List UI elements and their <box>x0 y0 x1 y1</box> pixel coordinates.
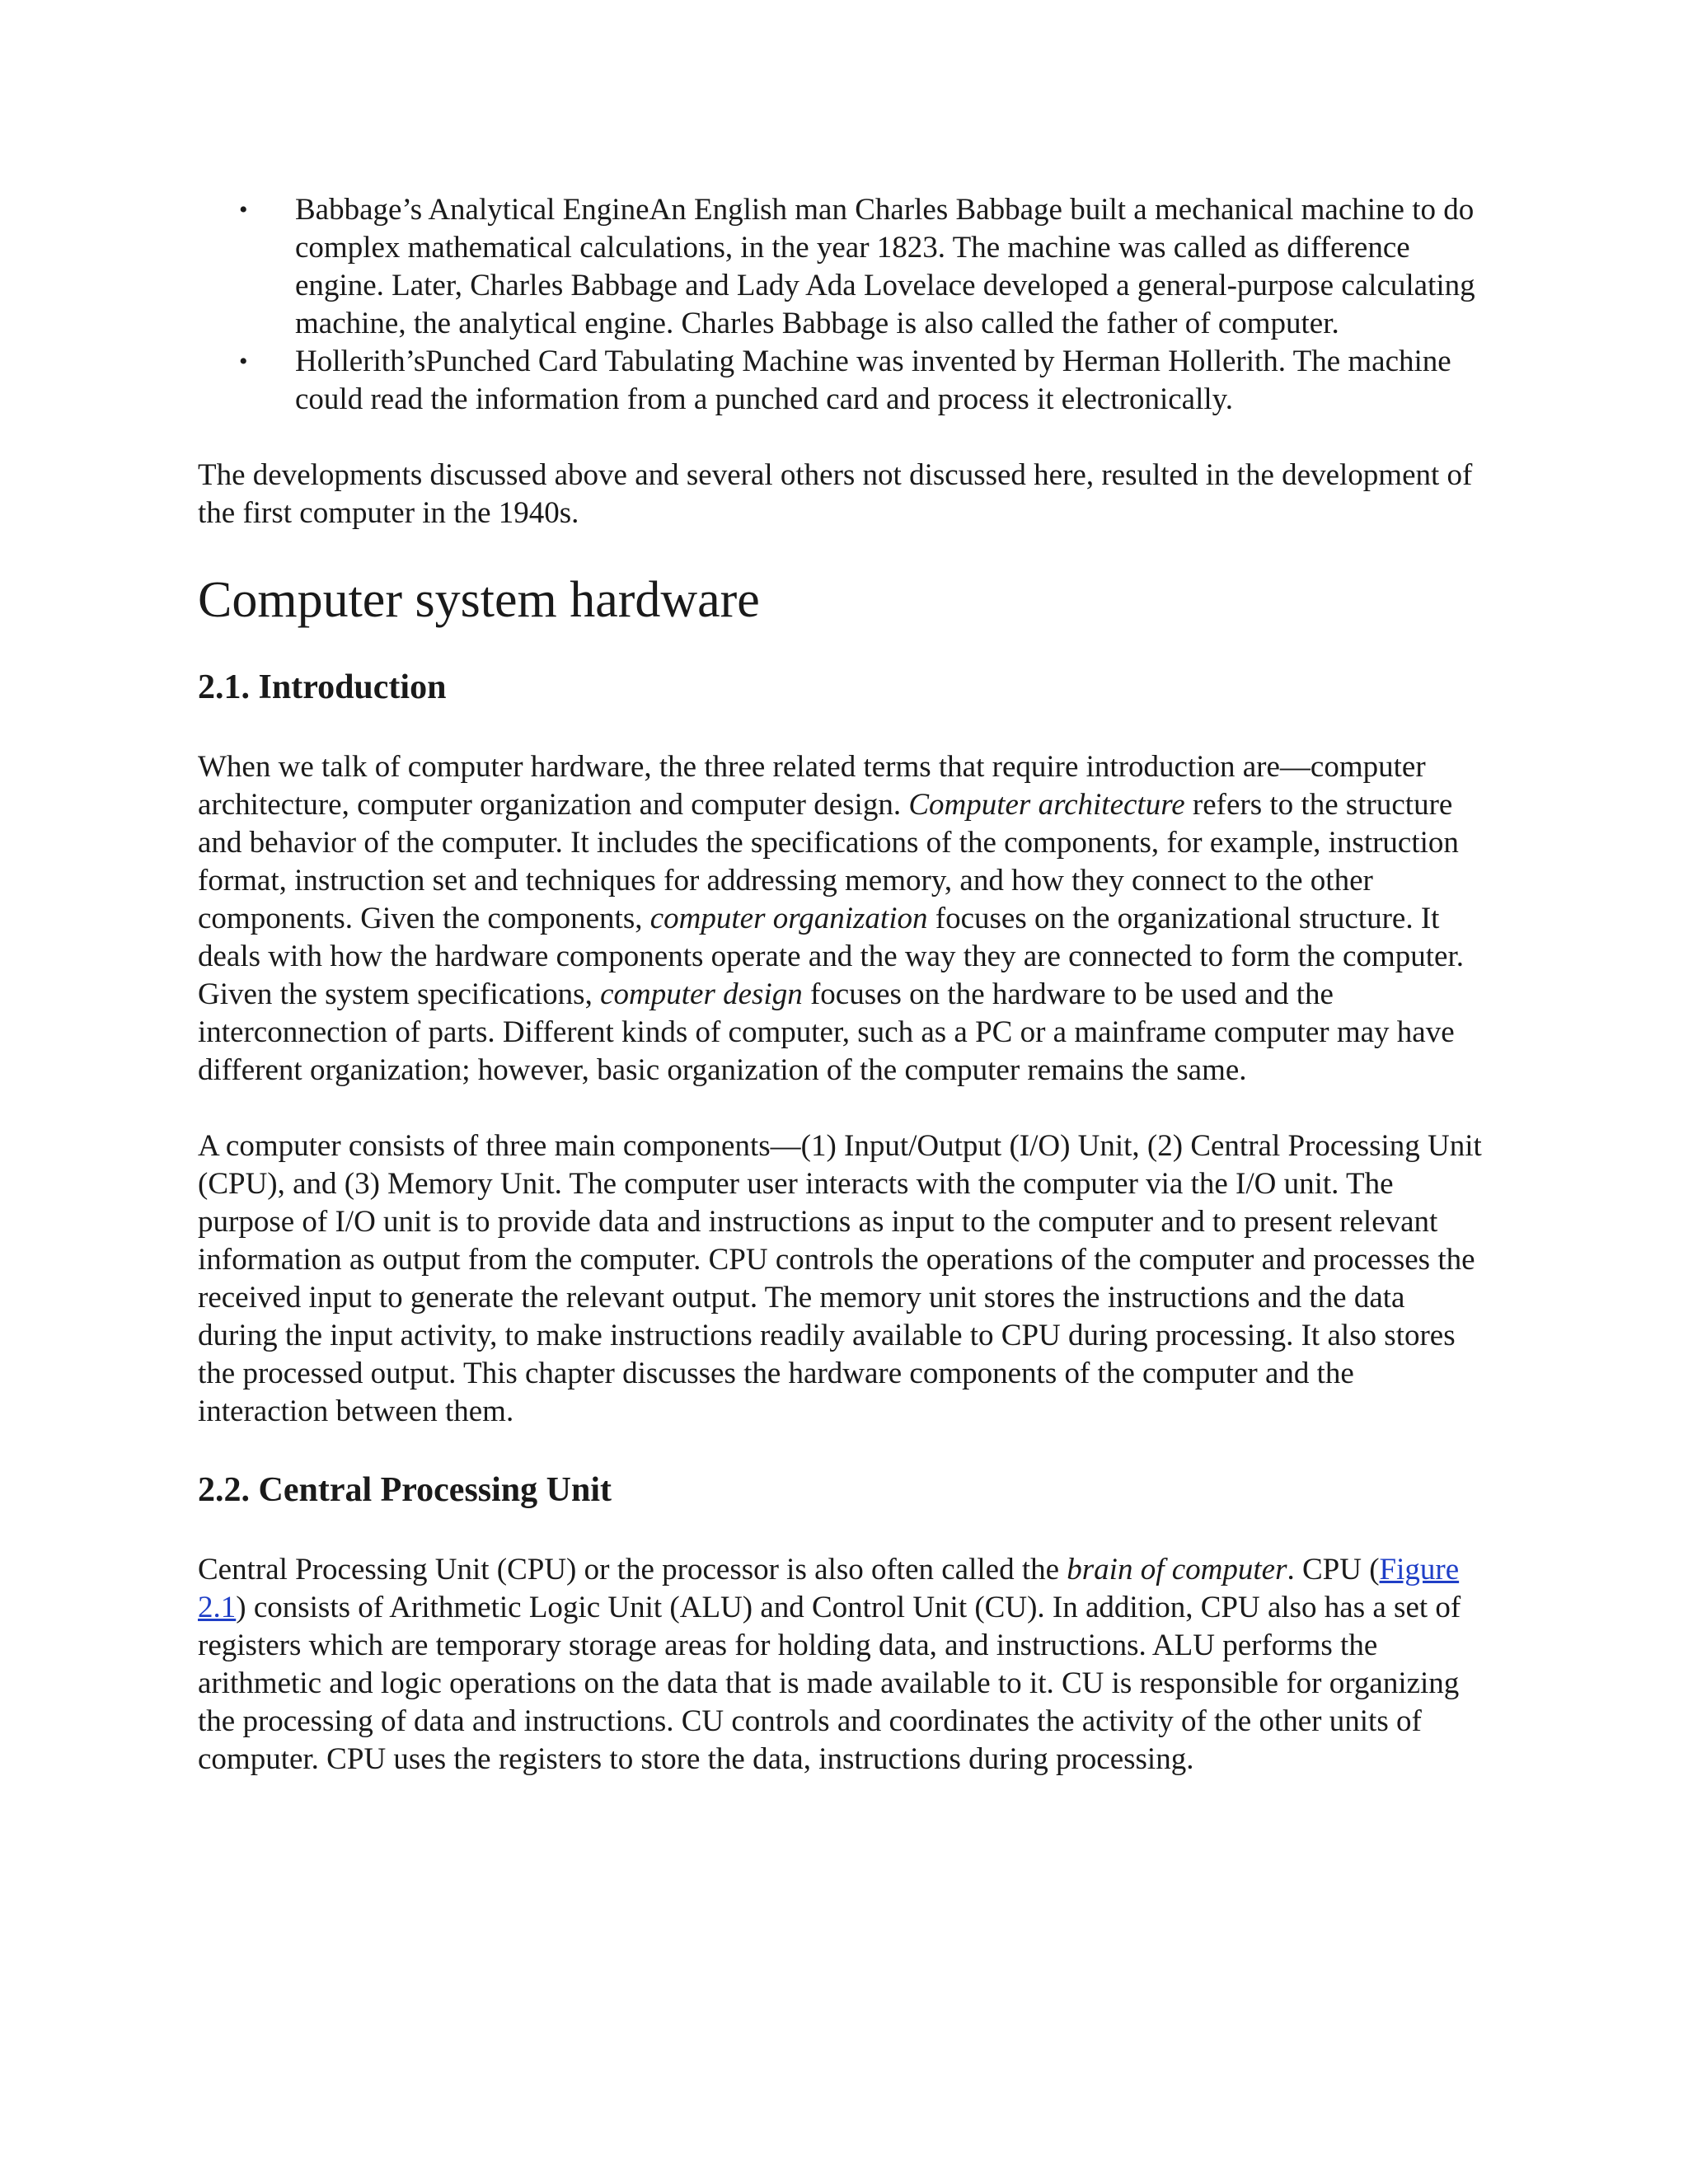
text-run: focuses on the organizational structure. It deals with how the hardware components operate and the way they are connected to form the computer. Given the system specifications, <box>198 902 1464 1011</box>
bullet-icon: • <box>239 196 248 223</box>
intro-paragraph: The developments discussed above and several others not discussed here, resulted in the development of the first computer in the 1940s. <box>198 458 1473 530</box>
text-run: refers to the structure and behavior of the computer. It includes the specifications of the components, for example, instruction format, instruction set and techniques for addressing memory, and how they connect to the other components. Given the components, <box>198 788 1459 935</box>
list-item-text: Hollerith’sPunched Card Tabulating Machine was invented by Herman Hollerith. The machine could read the information from a punched card and process it electronically. <box>295 344 1451 416</box>
cpu-paragraph-1 <box>198 1551 1484 1779</box>
list-item <box>198 191 1484 343</box>
chapter-title: Computer system hardware <box>198 572 760 628</box>
term-computer-architecture: Computer architecture <box>908 788 1185 822</box>
bullet-list <box>198 191 1484 419</box>
list-item-text: Babbage’s Analytical EngineAn English man Charles Babbage built a mechanical machine to do complex mathematical calculations, in the year 1823. The machine was called as difference engine. Later, Charles Babbage and Lady Ada Lovelace developed a general-purpose calculating machine, the analytical engine. Charles Babbage is also called the father of computer. <box>295 193 1475 340</box>
text-run: When we talk of computer hardware, the three related terms that require introduction are—computer architecture, computer organization and computer design. <box>198 750 1426 822</box>
document-page <box>198 191 1484 1779</box>
text-run: . CPU ( <box>1287 1553 1380 1586</box>
introduction-paragraph-1 <box>198 748 1484 1090</box>
list-item <box>198 343 1484 419</box>
term-computer-organization: computer organization <box>649 902 928 935</box>
text-run: ) consists of Arithmetic Logic Unit (ALU) and Control Unit (CU). In addition, CPU also has a set of registers which are temporary storage areas for holding data, and instructions. ALU performs the arithmetic and logic operations on the data that is made available to it. CU is responsible for organizing the processing of data and instructions. CU controls and coordinates the activity of the other units of computer. CPU uses the registers to store the data, instructions during processing. <box>198 1591 1461 1776</box>
introduction-paragraph-2: A computer consists of three main components—(1) Input/Output (I/O) Unit, (2) Central Processing Unit (CPU), and (3) Memory Unit. The computer user interacts with the computer via the I/O unit. The purpose of I/O unit is to provide data and instructions as input to the computer and to present relevant information as output from the computer. CPU controls the operations of the computer and processes the received input to generate the relevant output. The memory unit stores the instructions and the data during the input activity, to make instructions readily available to CPU during processing. It also stores the processed output. This chapter discusses the hardware components of the computer and the interaction between them. <box>198 1129 1482 1428</box>
text-run: Central Processing Unit (CPU) or the processor is also often called the <box>198 1553 1067 1586</box>
text-run: focuses on the hardware to be used and the interconnection of parts. Different kinds of computer, such as a PC or a mainframe computer may have different organization; however, basic organization of the computer remains the same. <box>198 977 1455 1087</box>
figure-link[interactable]: Figure 2.1 <box>198 1553 1460 1624</box>
term-brain-of-computer: brain of computer <box>1067 1553 1287 1586</box>
term-computer-design: computer design <box>600 977 803 1011</box>
section-heading-introduction: 2.1. Introduction <box>198 668 447 706</box>
section-heading-cpu: 2.2. Central Processing Unit <box>198 1471 612 1509</box>
bullet-icon: • <box>239 348 248 375</box>
